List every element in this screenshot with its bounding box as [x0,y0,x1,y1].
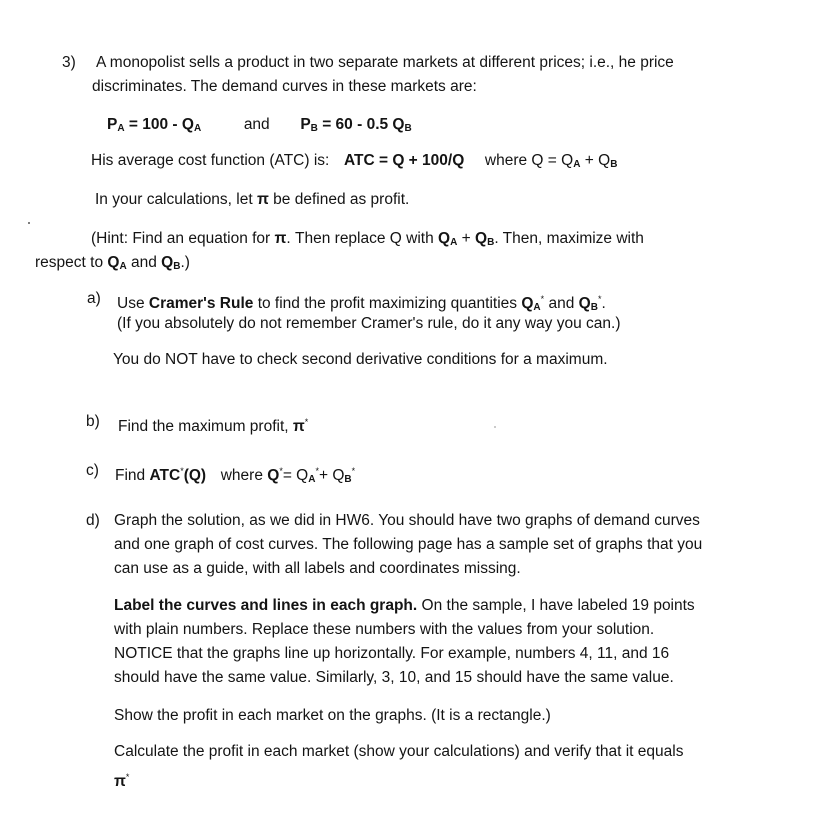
hint-line-2: respect to $Q_A$ and $Q_B$.) [35,254,190,272]
part-c-text: Find ATC*(Q) where $Q^*= Q_A^*+ Q_B^*$ [115,466,356,485]
pi-symbol: π [256,191,269,208]
stray-mark [28,222,30,224]
part-d-p3: Show the profit in each market on the graphs. (It is a rectangle.) [114,707,551,724]
part-c-label: c) [86,462,99,479]
demand-and: and [243,116,270,133]
profit-definition: In your calculations, let π be defined as profit. [95,191,410,208]
part-d-p2-line-1: Label the curves and lines in each graph. On the sample, I have labeled 19 points [114,597,695,614]
part-d-p2-line-3: NOTICE that the graphs line up horizontally. For example, numbers 4, 11, and 16 [114,645,670,662]
part-a-line-2: (If you absolutely do not remember Cramer's rule, do it any way you can.) [117,315,621,332]
part-d-label: d) [86,512,100,529]
intro-line-1: A monopolist sells a product in two separate markets at different prices; i.e., he price [96,54,674,71]
problem-number: 3) [62,54,76,71]
part-d-p1-line-1: Graph the solution, as we did in HW6. You should have two graphs of demand curves [114,512,700,529]
atc-line: His average cost function (ATC) is: ATC = Q + 100/Q where $Q = Q_A + Q_B$ [91,152,618,170]
stray-speck [494,426,496,428]
part-a-line-1: Use Cramer's Rule to find the profit maximizing quantities $Q_A^*$ and $Q_B^*$. [117,294,606,313]
intro-line-2: discriminates. The demand curves in these markets are: [92,78,477,95]
part-d-p1-line-2: and one graph of cost curves. The following page has a sample set of graphs that you [114,536,703,553]
hint-line-1: (Hint: Find an equation for π. Then replace Q with $Q_A + Q_B$. Then, maximize with [91,230,644,248]
part-d-p4-line-2: π* [114,772,130,790]
part-b-text: Find the maximum profit, π* [118,417,309,435]
demand-b: $P_B = 60 - 0.5$ $Q_B$ [300,116,412,134]
part-a-line-3: You do NOT have to check second derivative conditions for a maximum. [113,351,608,368]
label-curves-instruction: Label the curves and lines in each graph. [114,597,418,614]
part-d-p4-line-1: Calculate the profit in each market (show your calculations) and verify that it equals [114,743,684,760]
part-a-label: a) [87,290,101,307]
demand-a: $P_A = 100 - Q_A$ [107,116,202,134]
demand-equations [107,115,412,139]
cramers-rule: Cramer's Rule [148,295,254,312]
part-d-p2-line-2: with plain numbers. Replace these numbers with the values from your solution. [114,621,655,638]
part-d-p2-line-4: should have the same value. Similarly, 3, 10, and 15 should have the same value. [114,669,674,686]
part-d-p1-line-3: can use as a guide, with all labels and coordinates missing. [114,560,521,577]
part-b-label: b) [86,413,100,430]
atc-formula: ATC = Q + 100/Q [343,152,465,169]
